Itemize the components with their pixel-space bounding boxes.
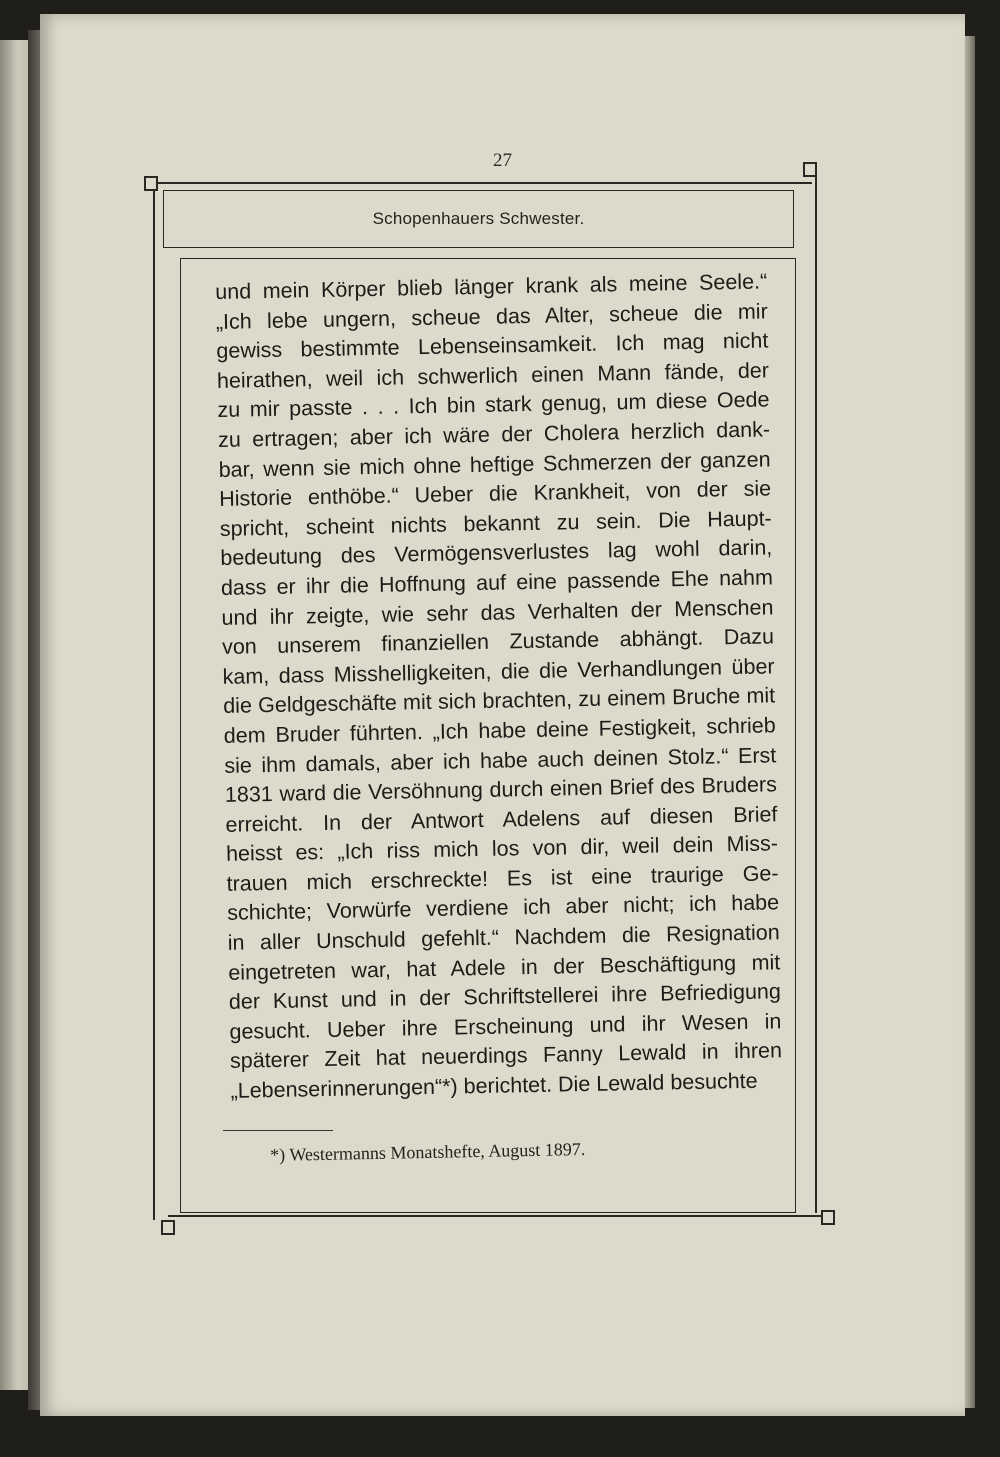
footnote-rule: [223, 1130, 333, 1131]
footnote: *) Westermanns Monatshefte, August 1897.: [270, 1138, 586, 1165]
frame-corner-bottom-right: [821, 1210, 835, 1225]
text-line: heisst es: „Ich riss mich los von dir, weil dein Miss-: [225, 831, 779, 867]
text-line: trauen mich erschreckte! Es ist eine traurige Ge-: [226, 861, 779, 896]
facing-page-edge: [0, 40, 30, 1390]
text-line: zu mir passte . . . Ich bin stark genug, um diese Oede: [217, 387, 770, 423]
text-line: dass er ihr die Hoffnung auf eine passende Ehe nahm: [220, 565, 774, 600]
text-line: und mein Körper blieb länger krank als meine Seele.“: [215, 269, 768, 304]
text-line: von unserem finanziellen Zustande abhängt. Dazu: [221, 624, 775, 660]
text-line: zu ertragen; aber ich wäre der Cholera herzlich dank-: [217, 417, 771, 452]
text-line: der Kunst und in der Schriftstellerei ihre Befriedigung: [228, 979, 782, 1015]
text-line: „Lebenserinnerungen“*) berichtet. Die Lewald besuchte: [230, 1068, 758, 1103]
text-line: „Ich lebe ungern, scheue das Alter, scheue die mir: [215, 298, 768, 334]
text-line: schichte; Vorwürfe verdiene ich aber nicht; ich habe: [226, 890, 780, 926]
running-head: Schopenhauers Schwester.: [372, 209, 585, 228]
frame-bottom-line: [168, 1215, 828, 1217]
page-number: 27: [493, 150, 512, 171]
text-line: gewiss bestimmte Lebenseinsamkeit. Ich mag nicht: [216, 328, 769, 364]
text-line: späterer Zeit hat neuerdings Fanny Lewald in ihren: [229, 1038, 783, 1074]
text-line: heirathen, weil ich schwerlich einen Mann fände, der: [216, 358, 770, 393]
text-line: spricht, scheint nichts bekannt zu sein. Die Haupt-: [219, 506, 772, 541]
text-line: erreicht. In der Antwort Adelens auf diesen Brief: [225, 801, 778, 837]
frame-left-line: [153, 190, 155, 1220]
text-line: eingetreten war, hat Adele in der Beschäftigung mit: [228, 949, 781, 985]
text-line: sie ihm damals, aber ich habe auch deinen Stolz.“ Erst: [224, 742, 777, 778]
frame-top-line: [152, 182, 812, 184]
text-line: die Geldgeschäfte mit sich brachten, zu einem Bruche mit: [222, 683, 776, 719]
frame-right-line: [815, 173, 817, 1213]
text-line: Historie enthöbe.“ Ueber die Krankheit, von der sie: [219, 476, 772, 512]
running-head-box: [163, 190, 794, 248]
body-text: [215, 267, 783, 1106]
text-line: dem Bruder führten. „Ich habe deine Festigkeit, schrieb: [223, 713, 776, 748]
frame-corner-top-right: [803, 162, 817, 177]
frame-corner-top-left: [144, 176, 158, 191]
text-line: bedeutung des Vermögensverlustes lag wohl darin,: [220, 535, 773, 571]
text-line: und ihr zeigte, wie sehr das Verhalten der Menschen: [221, 594, 774, 630]
text-line: 1831 ward die Versöhnung durch einen Brief des Bruders: [224, 772, 778, 807]
text-line: bar, wenn sie mich ohne heftige Schmerzen der ganzen: [218, 446, 771, 482]
text-line: in aller Unschuld gefehlt.“ Nachdem die Resignation: [227, 920, 780, 955]
text-line: gesucht. Ueber ihre Erscheinung und ihr Wesen in: [229, 1009, 782, 1044]
text-line: kam, dass Misshelligkeiten, die die Verhandlungen über: [222, 654, 775, 689]
frame-corner-bottom-left: [161, 1220, 175, 1235]
